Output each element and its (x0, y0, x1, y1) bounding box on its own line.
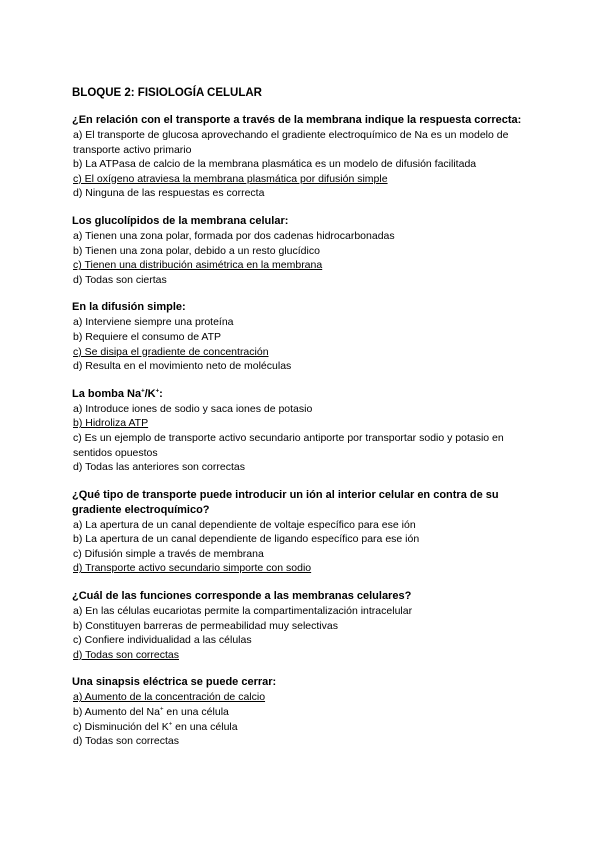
question-7 (72, 675, 542, 748)
option-c: c) Confiere individualidad a las células (73, 634, 252, 647)
question-text: La bomba Na+/K+: (72, 387, 163, 400)
option-d: d) Todas son ciertas (73, 273, 167, 286)
question-6 (72, 589, 542, 662)
option-d: d) Ninguna de las respuestas es correcta (73, 187, 265, 200)
option-a-correct: a) Aumento de la concentración de calcio (73, 691, 266, 704)
option-a: a) Tienen una zona polar, formada por dos cadenas hidrocarbonadas (73, 229, 395, 242)
option-b-correct: b) Hidroliza ATP (73, 417, 149, 430)
question-text: ¿Cuál de las funciones corresponde a las membranas celulares? (72, 590, 412, 603)
option-b: b) La apertura de un canal dependiente de ligando específico para ese ión (73, 533, 420, 546)
question-2 (72, 214, 542, 287)
question-text: ¿En relación con el transporte a través de la membrana indique la respuesta correcta: (72, 114, 522, 126)
question-1 (72, 113, 542, 201)
option-a: a) Interviene siempre una proteína (73, 316, 234, 329)
question-text: Los glucolípidos de la membrana celular: (72, 214, 289, 227)
option-a: a) La apertura de un canal dependiente de voltaje específico para ese ión (73, 518, 416, 531)
option-c: c) Difusión simple a través de membrana (73, 547, 264, 560)
option-a: a) Introduce iones de sodio y saca iones de potasio (73, 402, 313, 415)
option-b: b) Aumento del Na+ en una célula (73, 706, 229, 719)
question-text: Una sinapsis eléctrica se puede cerrar: (72, 676, 277, 689)
option-a: a) El transporte de glucosa aprovechando el gradiente electroquímico de Na es un modelo de transporte activo primario (73, 129, 509, 156)
option-b: b) La ATPasa de calcio de la membrana plasmática es un modelo de difusión facilitada (73, 158, 477, 171)
option-c-correct: c) Se disipa el gradiente de concentración (73, 345, 269, 358)
option-a: a) En las células eucariotas permite la compartimentalización intracelular (73, 605, 413, 618)
document-page (72, 86, 542, 762)
option-d: d) Todas son correctas (73, 735, 180, 748)
option-c: c) Es un ejemplo de transporte activo secundario antiporte por transportar sodio y potasio en sentidos opuestos (73, 431, 504, 459)
question-text: En la difusión simple: (72, 301, 186, 314)
question-text: ¿Qué tipo de transporte puede introducir un ión al interior celular en contra de su gradiente electroquímico? (72, 488, 499, 516)
option-d: d) Resulta en el movimiento neto de moléculas (73, 360, 292, 373)
option-b: b) Constituyen barreras de permeabilidad muy selectivas (73, 619, 338, 632)
option-d-correct: d) Transporte activo secundario simporte con sodio (73, 562, 312, 575)
option-b: b) Tienen una zona polar, debido a un resto glucídico (73, 244, 320, 257)
option-c: c) Disminución del K+ en una célula (73, 720, 238, 733)
option-c-correct: c) Tienen una distribución asimétrica en la membrana (73, 259, 323, 272)
option-d-correct: d) Todas son correctas (73, 648, 180, 661)
block-title: BLOQUE 2: FISIOLOGÍA CELULAR (72, 87, 262, 99)
question-3 (72, 300, 542, 373)
option-d: d) Todas las anteriores son correctas (73, 461, 245, 474)
question-4 (72, 387, 542, 475)
option-c-correct: c) El oxígeno atraviesa la membrana plasmática por difusión simple (73, 172, 388, 185)
question-5 (72, 488, 542, 576)
option-b: b) Requiere el consumo de ATP (73, 330, 222, 343)
